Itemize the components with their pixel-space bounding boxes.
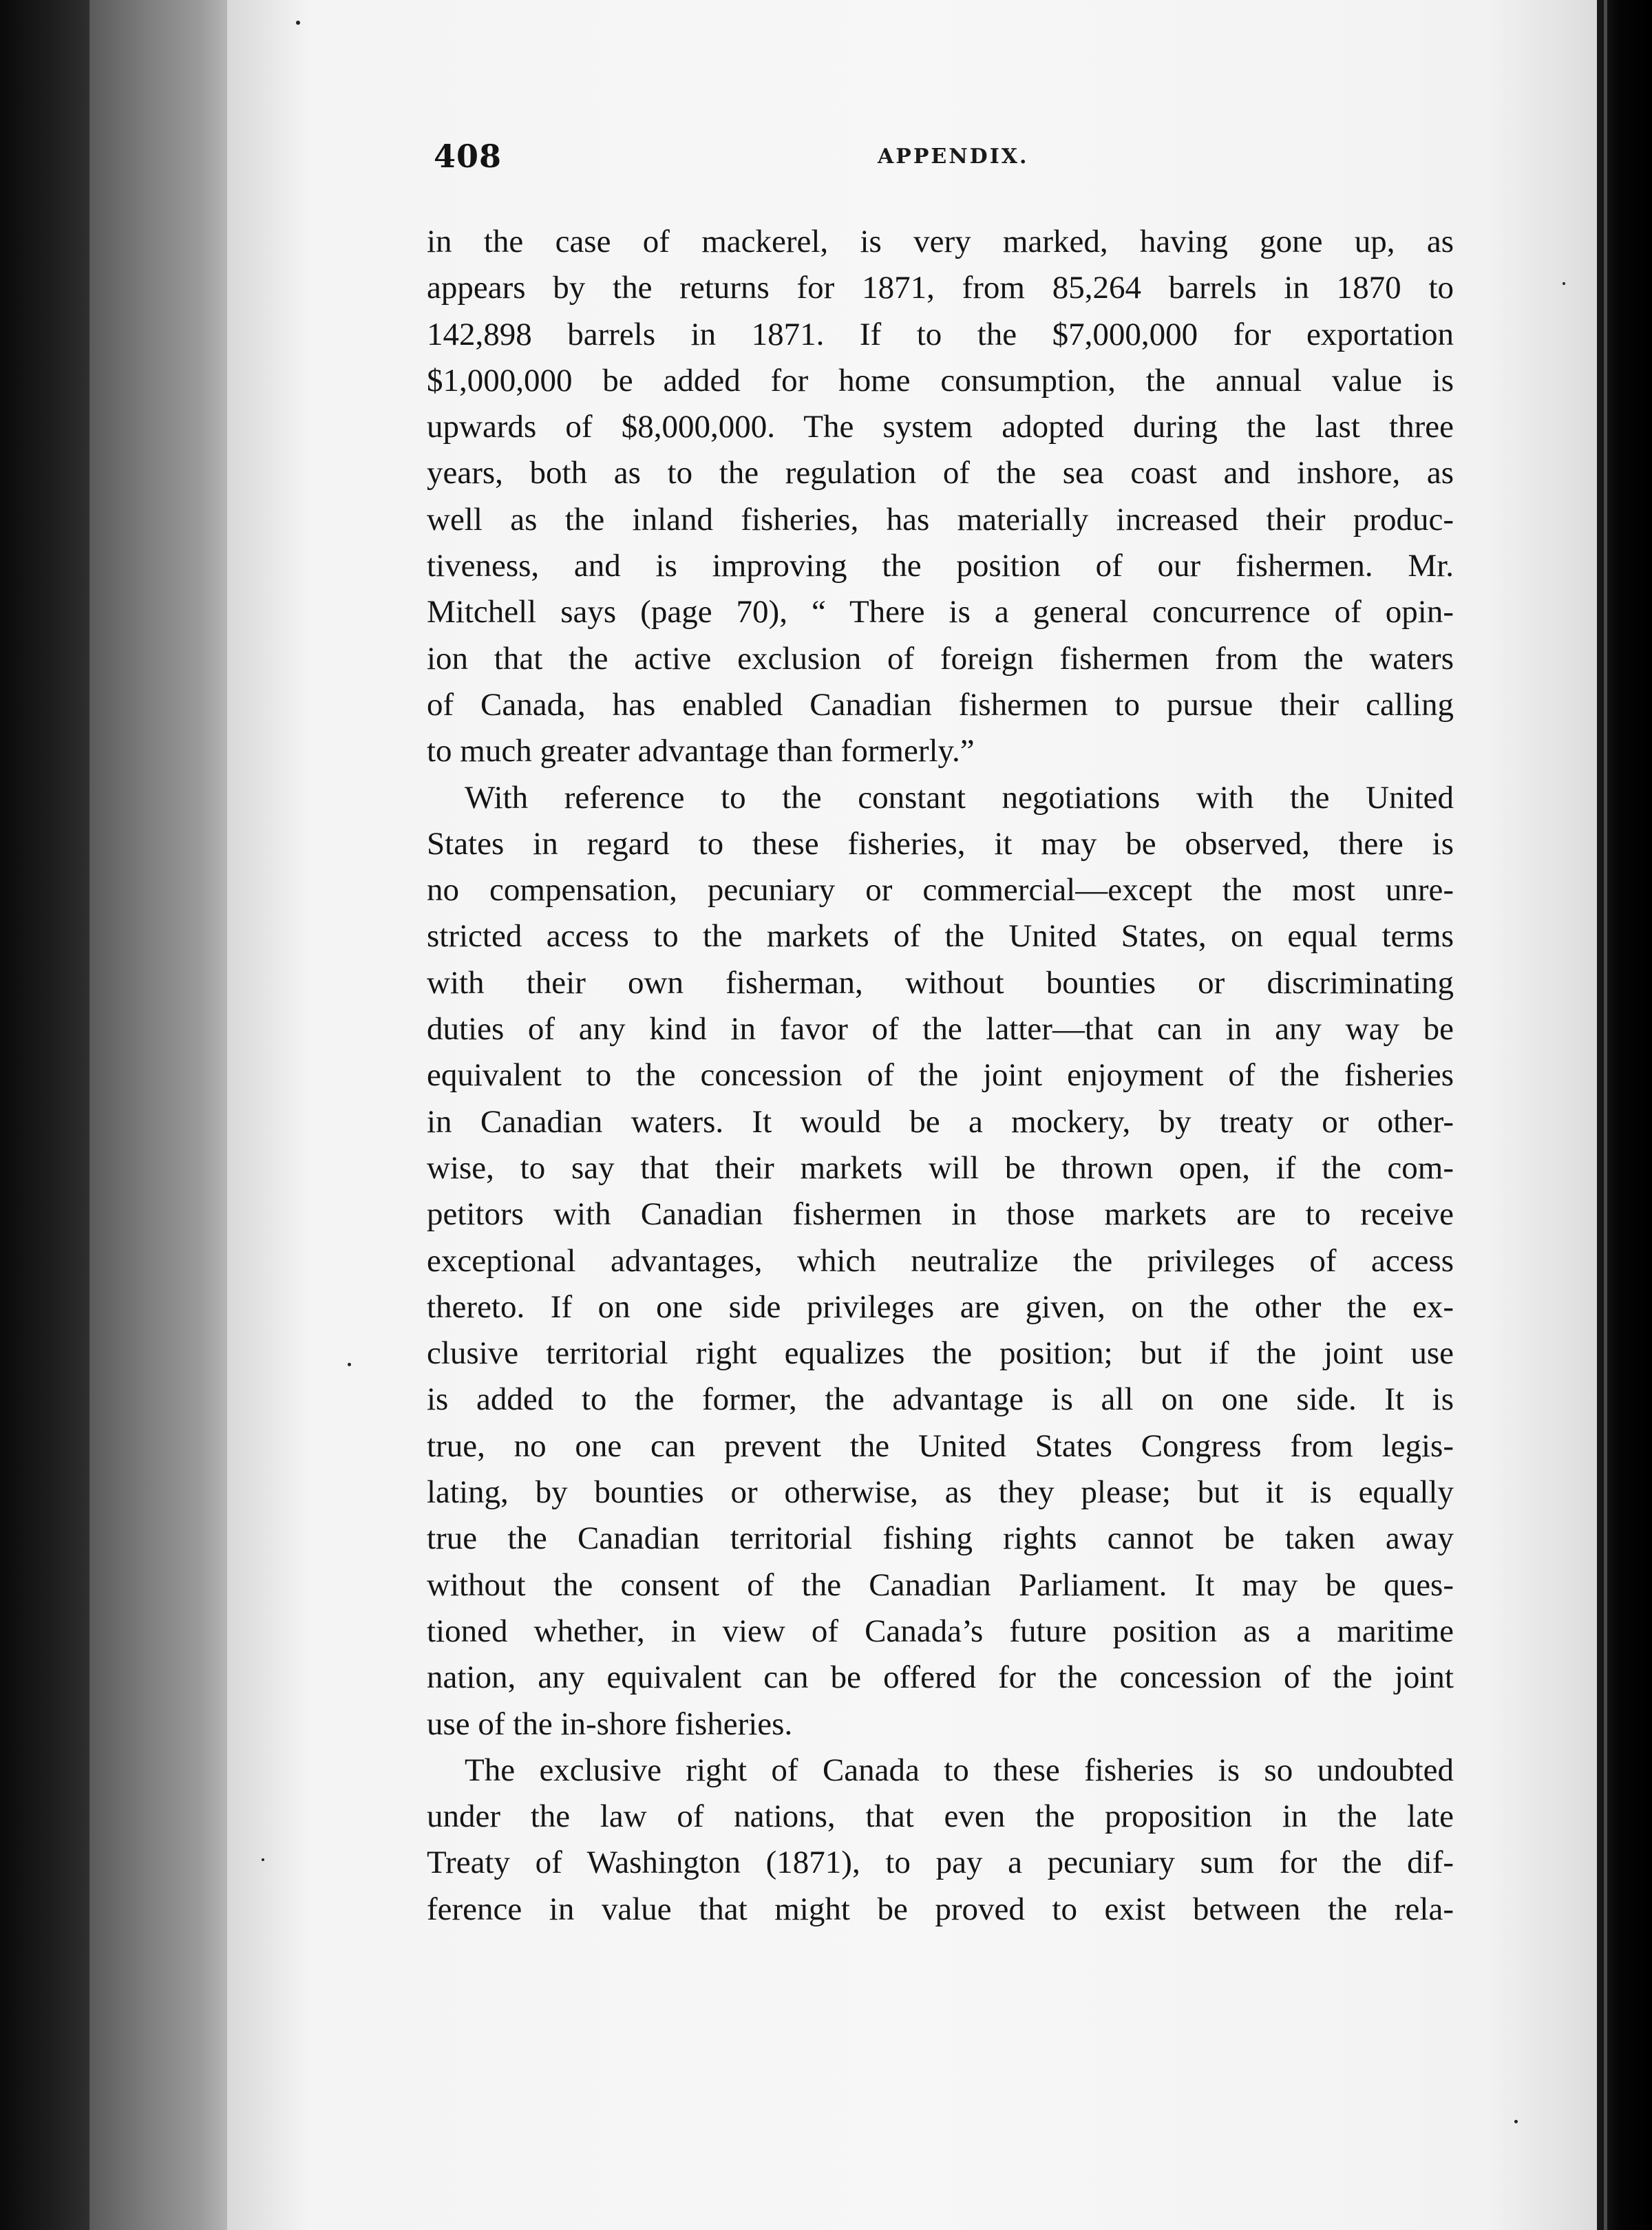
text-line: to much greater advantage than formerly.” (427, 733, 975, 769)
text-line: ference in value that might be proved to exist between the rela- (427, 1891, 1454, 1927)
page-header (434, 138, 1466, 193)
text-line: The exclusive right of Canada to these fisheries is so undoubted (465, 1752, 1454, 1788)
text-line: lating, by bounties or otherwise, as they please; but it is equally (427, 1474, 1454, 1511)
text-line: upwards of $8,000,000. The system adopted during the last three (427, 409, 1454, 445)
text-line: nation, any equivalent can be offered for the concession of the joint (427, 1659, 1454, 1696)
text-line: Mitchell says (page 70), “ There is a general concurrence of opin- (427, 594, 1454, 630)
text-line: exceptional advantages, which neutralize the privileges of access (427, 1242, 1454, 1279)
text-line: thereto. If on one side privileges are given, on the other the ex- (427, 1288, 1454, 1325)
text-line: tioned whether, in view of Canada’s future position as a maritime (427, 1613, 1454, 1649)
text-line: ion that the active exclusion of foreign fishermen from the waters (427, 640, 1454, 677)
text-line: duties of any kind in favor of the latter—that can in any way be (427, 1011, 1454, 1048)
gutter-shadow (89, 0, 248, 2230)
text-line: wise, to say that their markets will be thrown open, if the com- (427, 1149, 1454, 1186)
text-line: well as the inland fisheries, has materially increased their produc- (427, 501, 1454, 538)
text-line: clusive territorial right equalizes the position; but if the joint use (427, 1335, 1454, 1372)
text-line: without the consent of the Canadian Parliament. It may be ques- (427, 1567, 1454, 1603)
text-line: true the Canadian territorial fishing rights cannot be taken away (427, 1520, 1454, 1557)
book-spine-shadow (0, 0, 89, 2230)
running-head: APPENDIX. (878, 145, 1029, 169)
text-line: equivalent to the concession of the joint enjoyment of the fisheries (427, 1057, 1454, 1094)
text-line: with their own fisherman, without bounties or discriminating (427, 964, 1454, 1001)
text-line: years, both as to the regulation of the sea coast and inshore, as (427, 455, 1454, 491)
text-line: true, no one can prevent the United States Congress from legis- (427, 1427, 1454, 1464)
text-line: of Canada, has enabled Canadian fishermen to pursue their calling (427, 686, 1454, 723)
text-line: use of the in-shore fisheries. (427, 1706, 793, 1742)
paragraph-1 (427, 219, 1454, 775)
body-text (427, 219, 1454, 1933)
paragraph-2 (427, 775, 1454, 1748)
text-line: under the law of nations, that even the proposition in the late (427, 1798, 1454, 1835)
text-line: $1,000,000 be added for home consumption, the annual value is (427, 362, 1454, 399)
text-line: tiveness, and is improving the position of our fishermen. Mr. (427, 548, 1454, 584)
text-line: stricted access to the markets of the United States, on equal terms (427, 918, 1454, 955)
text-line: appears by the returns for 1871, from 85,264 barrels in 1870 to (427, 270, 1454, 306)
page-number: 408 (434, 138, 502, 175)
right-edge-highlight (1604, 0, 1607, 2230)
text-line: petitors with Canadian fishermen in those markets are to receive (427, 1196, 1454, 1233)
text-line: States in regard to these fisheries, it may be observed, there is (427, 825, 1454, 862)
text-line: With reference to the constant negotiations with the United (465, 779, 1454, 816)
text-line: is added to the former, the advantage is all on one side. It is (427, 1381, 1454, 1418)
text-line: in the case of mackerel, is very marked, having gone up, as (427, 224, 1454, 259)
text-line: no compensation, pecuniary or commercial—except the most unre- (427, 872, 1454, 909)
text-line: 142,898 barrels in 1871. If to the $7,000,000 for exportation (427, 316, 1454, 352)
text-line: Treaty of Washington (1871), to pay a pecuniary sum for the dif- (427, 1845, 1454, 1881)
text-line: in Canadian waters. It would be a mockery, by treaty or other- (427, 1103, 1454, 1140)
paragraph-3 (427, 1748, 1454, 1933)
